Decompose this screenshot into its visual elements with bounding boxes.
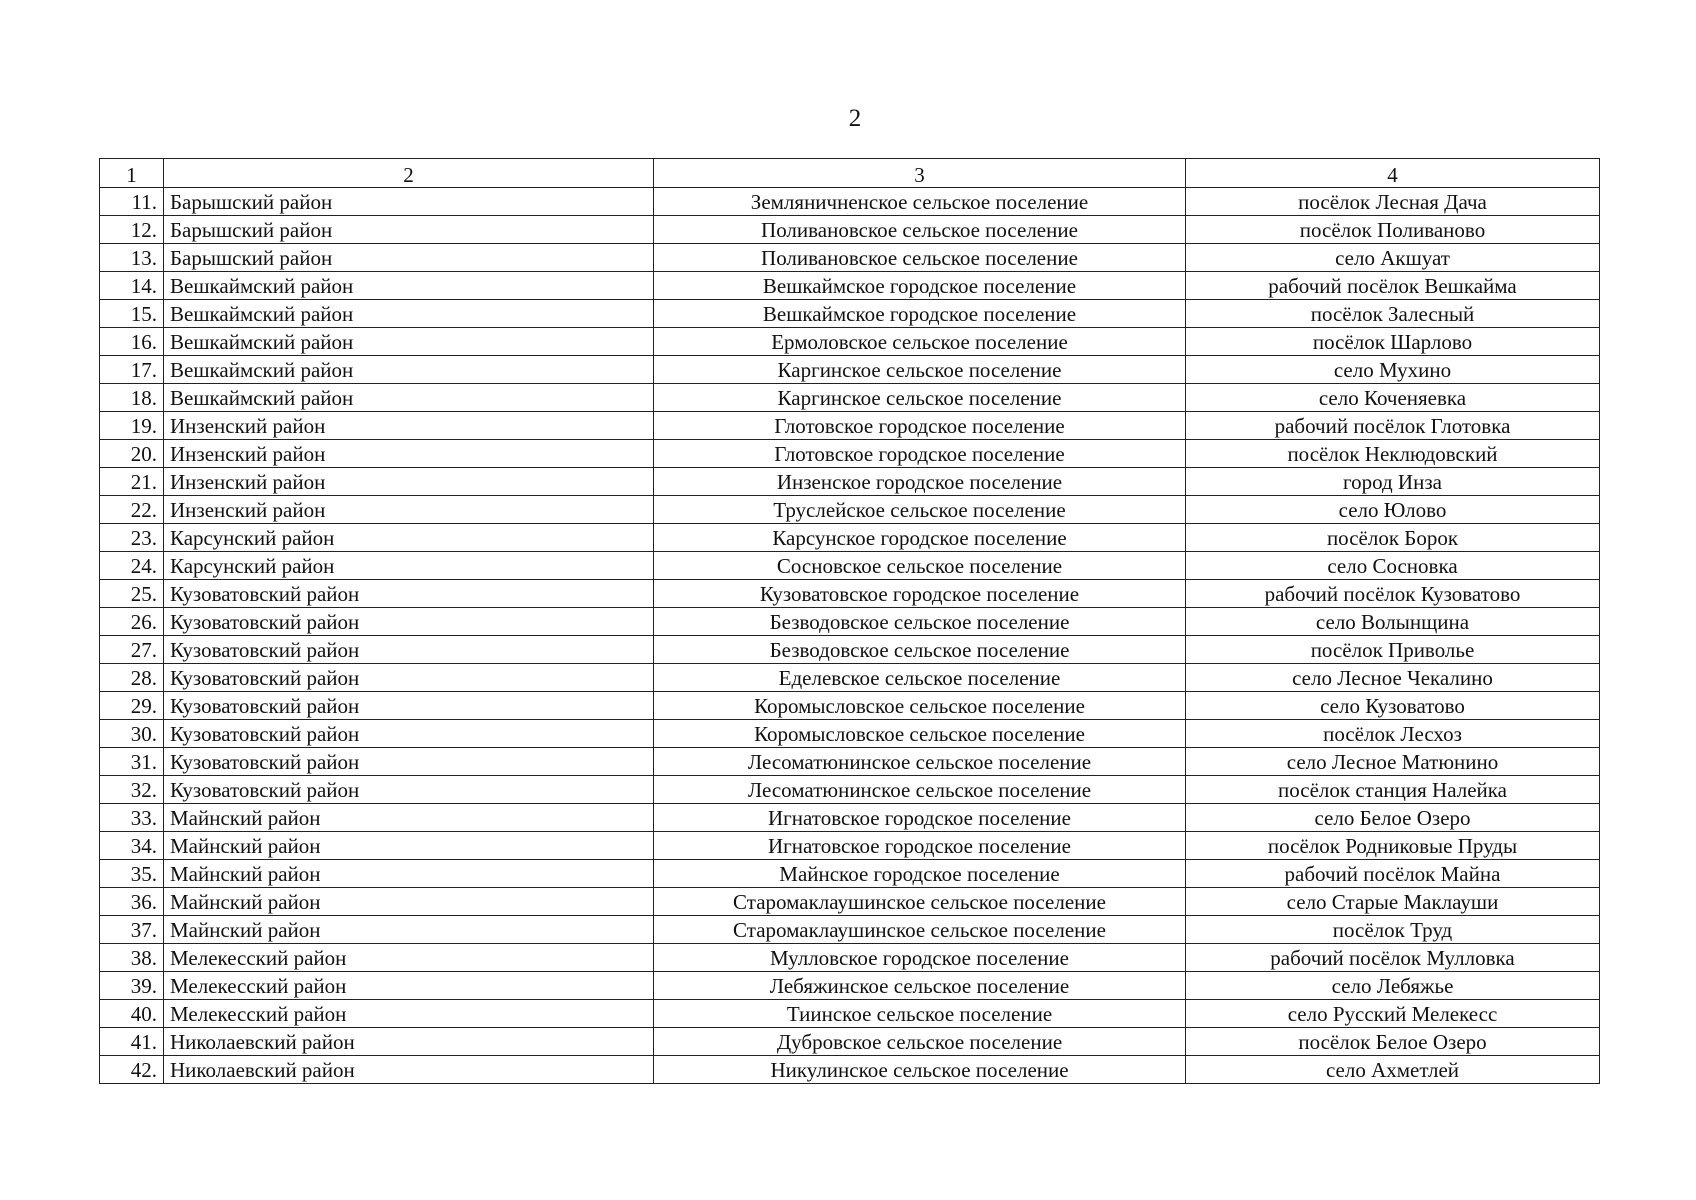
table-row <box>100 216 1600 244</box>
locality-cell: село Русский Мелекесс <box>1186 1000 1600 1028</box>
settlement-cell: Майнское городское поселение <box>654 860 1186 888</box>
settlement-cell: Никулинское сельское поселение <box>654 1056 1186 1084</box>
district-cell: Майнский район <box>164 916 654 944</box>
district-cell: Вешкаймский район <box>164 300 654 328</box>
locality-cell: посёлок Белое Озеро <box>1186 1028 1600 1056</box>
table-row <box>100 356 1600 384</box>
settlement-cell: Безводовское сельское поселение <box>654 636 1186 664</box>
locality-cell: посёлок Труд <box>1186 916 1600 944</box>
settlement-cell: Поливановское сельское поселение <box>654 244 1186 272</box>
district-cell: Вешкаймский район <box>164 272 654 300</box>
settlement-cell: Труслейское сельское поселение <box>654 496 1186 524</box>
settlement-cell: Сосновское сельское поселение <box>654 552 1186 580</box>
table-row <box>100 412 1600 440</box>
district-cell: Вешкаймский район <box>164 328 654 356</box>
row-number: 19. <box>100 412 164 440</box>
district-cell: Кузоватовский район <box>164 720 654 748</box>
row-number: 35. <box>100 860 164 888</box>
table-row <box>100 244 1600 272</box>
locality-cell: село Юлово <box>1186 496 1600 524</box>
row-number: 22. <box>100 496 164 524</box>
row-number: 21. <box>100 468 164 496</box>
row-number: 12. <box>100 216 164 244</box>
table-row <box>100 636 1600 664</box>
settlement-cell: Карсунское городское поселение <box>654 524 1186 552</box>
settlement-cell: Игнатовское городское поселение <box>654 804 1186 832</box>
table-row <box>100 776 1600 804</box>
table-row <box>100 384 1600 412</box>
table-row <box>100 552 1600 580</box>
row-number: 25. <box>100 580 164 608</box>
settlement-cell: Глотовское городское поселение <box>654 412 1186 440</box>
column-header-number: 1 <box>100 159 164 188</box>
row-number: 16. <box>100 328 164 356</box>
settlement-cell: Кузоватовское городское поселение <box>654 580 1186 608</box>
locality-cell: посёлок Приволье <box>1186 636 1600 664</box>
column-header-locality: 4 <box>1186 159 1600 188</box>
district-cell: Майнский район <box>164 860 654 888</box>
locality-cell: село Ахметлей <box>1186 1056 1600 1084</box>
row-number: 15. <box>100 300 164 328</box>
table-row <box>100 440 1600 468</box>
locality-cell: посёлок Шарлово <box>1186 328 1600 356</box>
row-number: 13. <box>100 244 164 272</box>
district-cell: Кузоватовский район <box>164 776 654 804</box>
settlement-cell: Игнатовское городское поселение <box>654 832 1186 860</box>
settlement-cell: Мулловское городское поселение <box>654 944 1186 972</box>
table-row <box>100 1028 1600 1056</box>
settlement-cell: Тиинское сельское поселение <box>654 1000 1186 1028</box>
row-number: 26. <box>100 608 164 636</box>
table-row <box>100 916 1600 944</box>
settlement-cell: Еделевское сельское поселение <box>654 664 1186 692</box>
table-row <box>100 328 1600 356</box>
column-header-settlement: 3 <box>654 159 1186 188</box>
settlement-cell: Дубровское сельское поселение <box>654 1028 1186 1056</box>
locality-cell: село Сосновка <box>1186 552 1600 580</box>
district-cell: Кузоватовский район <box>164 664 654 692</box>
row-number: 38. <box>100 944 164 972</box>
locality-cell: село Коченяевка <box>1186 384 1600 412</box>
locality-cell: село Акшуат <box>1186 244 1600 272</box>
locality-cell: рабочий посёлок Мулловка <box>1186 944 1600 972</box>
settlement-cell: Глотовское городское поселение <box>654 440 1186 468</box>
table-row <box>100 1000 1600 1028</box>
row-number: 41. <box>100 1028 164 1056</box>
table-row <box>100 608 1600 636</box>
page-number: 2 <box>848 105 862 132</box>
locality-cell: посёлок Лесхоз <box>1186 720 1600 748</box>
row-number: 29. <box>100 692 164 720</box>
district-cell: Мелекесский район <box>164 1000 654 1028</box>
row-number: 32. <box>100 776 164 804</box>
table-row <box>100 272 1600 300</box>
locality-cell: посёлок Залесный <box>1186 300 1600 328</box>
settlement-cell: Вешкаймское городское поселение <box>654 300 1186 328</box>
locality-cell: село Белое Озеро <box>1186 804 1600 832</box>
locality-cell: посёлок Борок <box>1186 524 1600 552</box>
locality-cell: рабочий посёлок Вешкайма <box>1186 272 1600 300</box>
locality-cell: село Старые Маклауши <box>1186 888 1600 916</box>
row-number: 34. <box>100 832 164 860</box>
row-number: 31. <box>100 748 164 776</box>
locality-cell: посёлок Родниковые Пруды <box>1186 832 1600 860</box>
district-cell: Вешкаймский район <box>164 356 654 384</box>
district-cell: Кузоватовский район <box>164 748 654 776</box>
table-row <box>100 944 1600 972</box>
settlement-cell: Лесоматюнинское сельское поселение <box>654 776 1186 804</box>
district-cell: Вешкаймский район <box>164 384 654 412</box>
district-cell: Барышский район <box>164 244 654 272</box>
settlement-cell: Коромысловское сельское поселение <box>654 692 1186 720</box>
row-number: 27. <box>100 636 164 664</box>
district-cell: Инзенский район <box>164 412 654 440</box>
table-row <box>100 860 1600 888</box>
table-row <box>100 888 1600 916</box>
district-cell: Инзенский район <box>164 468 654 496</box>
table-row <box>100 496 1600 524</box>
table-row <box>100 524 1600 552</box>
settlement-cell: Каргинское сельское поселение <box>654 384 1186 412</box>
locality-cell: село Мухино <box>1186 356 1600 384</box>
locality-cell: село Кузоватово <box>1186 692 1600 720</box>
district-cell: Карсунский район <box>164 524 654 552</box>
row-number: 37. <box>100 916 164 944</box>
district-cell: Инзенский район <box>164 440 654 468</box>
district-cell: Николаевский район <box>164 1056 654 1084</box>
locality-cell: рабочий посёлок Кузоватово <box>1186 580 1600 608</box>
row-number: 18. <box>100 384 164 412</box>
table-row <box>100 748 1600 776</box>
row-number: 33. <box>100 804 164 832</box>
row-number: 24. <box>100 552 164 580</box>
row-number: 20. <box>100 440 164 468</box>
settlement-cell: Старомаклаушинское сельское поселение <box>654 916 1186 944</box>
table-row <box>100 1056 1600 1084</box>
settlement-cell: Поливановское сельское поселение <box>654 216 1186 244</box>
locality-cell: село Лебяжье <box>1186 972 1600 1000</box>
settlement-cell: Лесоматюнинское сельское поселение <box>654 748 1186 776</box>
settlement-cell: Лебяжинское сельское поселение <box>654 972 1186 1000</box>
row-number: 28. <box>100 664 164 692</box>
table-row <box>100 804 1600 832</box>
table-row <box>100 720 1600 748</box>
table-row <box>100 972 1600 1000</box>
district-cell: Барышский район <box>164 216 654 244</box>
row-number: 14. <box>100 272 164 300</box>
settlement-cell: Безводовское сельское поселение <box>654 608 1186 636</box>
district-cell: Мелекесский район <box>164 972 654 1000</box>
district-cell: Майнский район <box>164 888 654 916</box>
table-row <box>100 832 1600 860</box>
settlement-cell: Ермоловское сельское поселение <box>654 328 1186 356</box>
district-cell: Кузоватовский район <box>164 608 654 636</box>
locality-cell: село Волынщина <box>1186 608 1600 636</box>
settlement-cell: Инзенское городское поселение <box>654 468 1186 496</box>
district-cell: Кузоватовский район <box>164 580 654 608</box>
district-cell: Николаевский район <box>164 1028 654 1056</box>
row-number: 11. <box>100 188 164 216</box>
district-cell: Майнский район <box>164 832 654 860</box>
table-body <box>100 188 1600 1084</box>
table-row <box>100 580 1600 608</box>
table-header-row <box>100 159 1600 188</box>
locality-cell: село Лесное Матюнино <box>1186 748 1600 776</box>
column-header-district: 2 <box>164 159 654 188</box>
table-row <box>100 188 1600 216</box>
district-cell: Инзенский район <box>164 496 654 524</box>
locality-cell: посёлок Поливаново <box>1186 216 1600 244</box>
table-row <box>100 664 1600 692</box>
district-cell: Майнский район <box>164 804 654 832</box>
row-number: 39. <box>100 972 164 1000</box>
locality-cell: рабочий посёлок Майна <box>1186 860 1600 888</box>
row-number: 30. <box>100 720 164 748</box>
table-row <box>100 692 1600 720</box>
locality-cell: город Инза <box>1186 468 1600 496</box>
locality-cell: село Лесное Чекалино <box>1186 664 1600 692</box>
table-row <box>100 468 1600 496</box>
settlements-table <box>99 158 1600 1084</box>
locality-cell: посёлок Лесная Дача <box>1186 188 1600 216</box>
settlement-cell: Вешкаймское городское поселение <box>654 272 1186 300</box>
district-cell: Барышский район <box>164 188 654 216</box>
district-cell: Кузоватовский район <box>164 692 654 720</box>
locality-cell: посёлок станция Налейка <box>1186 776 1600 804</box>
locality-cell: посёлок Неклюдовский <box>1186 440 1600 468</box>
row-number: 40. <box>100 1000 164 1028</box>
locality-cell: рабочий посёлок Глотовка <box>1186 412 1600 440</box>
settlement-cell: Коромысловское сельское поселение <box>654 720 1186 748</box>
settlement-cell: Каргинское сельское поселение <box>654 356 1186 384</box>
row-number: 36. <box>100 888 164 916</box>
row-number: 23. <box>100 524 164 552</box>
district-cell: Карсунский район <box>164 552 654 580</box>
row-number: 42. <box>100 1056 164 1084</box>
row-number: 17. <box>100 356 164 384</box>
district-cell: Мелекесский район <box>164 944 654 972</box>
settlement-cell: Старомаклаушинское сельское поселение <box>654 888 1186 916</box>
table-row <box>100 300 1600 328</box>
settlement-cell: Земляничненское сельское поселение <box>654 188 1186 216</box>
district-cell: Кузоватовский район <box>164 636 654 664</box>
